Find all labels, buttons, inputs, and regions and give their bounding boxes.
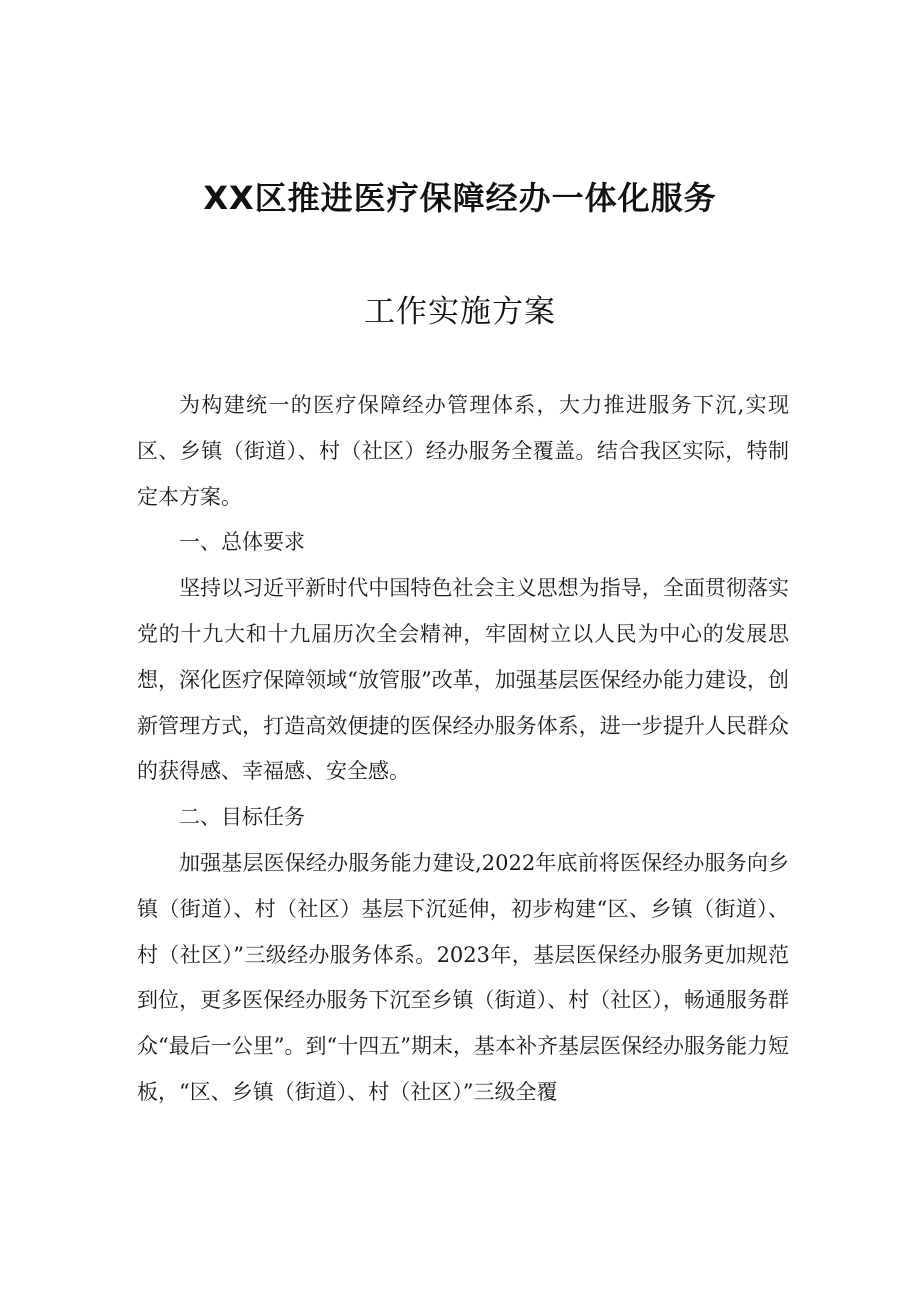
document-title-line-1: XX区推进医疗保障经办一体化服务 <box>203 179 717 217</box>
intro-paragraph: 为构建统一的医疗保障经办管理体系，大力推进服务下沉,实现区、乡镇（街道）、村（社区）经办服务全覆盖。结合我区实际，特制定本方案。 <box>137 393 789 509</box>
general-requirements-paragraph: 坚持以习近平新时代中国特色社会主义思想为指导，全面贯彻落实党的十九大和十九届历次全会精神，牢固树立以人民为中心的发展思想，深化医疗保障领域“放管服”改革，加强基层医保经办能力建设，创新管理方式，打造高效便捷的医保经办服务体系，进一步提升人民群众的获得感、幸福感、安全感。 <box>137 576 789 784</box>
section-heading-goals-tasks: 二、目标任务 <box>179 805 305 830</box>
document-body <box>137 383 789 1116</box>
goals-tasks-paragraph: 加强基层医保经办服务能力建设,2022年底前将医保经办服务向乡镇（街道）、村（社区）基层下沉延伸，初步构建“区、乡镇（街道）、村（社区）”三级经办服务体系。2023年，基层医保经办服务更加规范到位，更多医保经办服务下沉至乡镇（街道）、村（社区），畅通服务群众“最后一公里”。到“十四五”期末，基本补齐基层医保经办服务能力短板，“区、乡镇（街道）、村（社区）”三级全覆 <box>137 850 789 1104</box>
section-heading-general-requirements: 一、总体要求 <box>179 530 305 555</box>
document-title-line-2: 工作实施方案 <box>364 294 556 330</box>
